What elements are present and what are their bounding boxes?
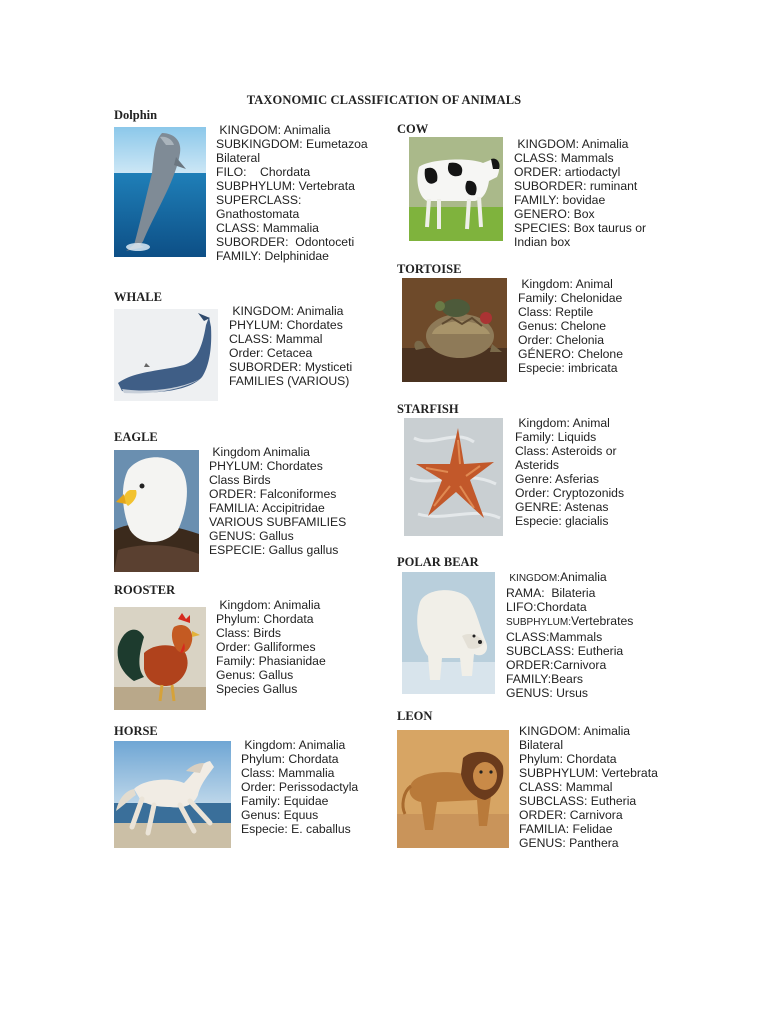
cow-line: FAMILY: bovidae (514, 193, 606, 207)
polar-bear-line: GENUS: Ursus (506, 686, 588, 700)
whale-line: PHYLUM: Chordates (229, 318, 343, 332)
eagle-line: Class Birds (209, 473, 271, 487)
leon-line: GENUS: Panthera (519, 836, 619, 850)
dolphin-heading: Dolphin (114, 108, 158, 122)
leon-line: KINGDOM: Animalia (519, 724, 631, 738)
rooster-line: Order: Galliformes (216, 640, 316, 654)
horse-classification (241, 738, 358, 836)
eagle-photo (114, 450, 199, 572)
leon-line: CLASS: Mammal (519, 780, 613, 794)
cow-line: SUBORDER: ruminant (514, 179, 638, 193)
polar-bear-line: SUBCLASS: Eutheria (506, 644, 624, 658)
horse-line: Phylum: Chordata (241, 752, 339, 766)
eagle-heading: EAGLE (114, 430, 158, 444)
horse-line: Genus: Equus (241, 808, 319, 822)
leon-line: ORDER: Carnivora (519, 808, 623, 822)
polar-bear-heading: POLAR BEAR (397, 555, 479, 569)
polar-bear-photo (402, 572, 495, 694)
starfish-heading: STARFISH (397, 402, 459, 416)
cow-line: Indian box (514, 235, 571, 249)
whale-line: Order: Cetacea (229, 346, 313, 360)
whale-line: FAMILIES (VARIOUS) (229, 374, 350, 388)
polar-bear-line (506, 570, 633, 586)
leon-heading: LEON (397, 709, 433, 723)
cow-line: KINGDOM: Animalia (514, 137, 629, 151)
page-title: TAXONOMIC CLASSIFICATION OF ANIMALS (246, 93, 522, 107)
whale-line: KINGDOM: Animalia (229, 304, 344, 318)
leon-line: Phylum: Chordata (519, 752, 617, 766)
cow-classification (514, 137, 646, 249)
dolphin-line: SUBORDER: Odontoceti (216, 235, 355, 249)
dolphin-line: FAMILY: Delphinidae (216, 249, 329, 263)
whale-photo (114, 309, 218, 401)
whale-heading: WHALE (114, 290, 162, 304)
polar-bear-line: ORDER:Carnivora (506, 658, 607, 672)
tortoise-classification (518, 277, 623, 375)
polar-bear-line: RAMA: Bilateria (506, 586, 596, 600)
tortoise-line: Kingdom: Animal (518, 277, 613, 291)
polar-bear-subphylum-value: Vertebrates (571, 614, 634, 628)
polar-bear-line: FAMILY:Bears (506, 672, 583, 686)
dolphin-line: FILO: Chordata (216, 165, 311, 179)
horse-line: Order: Perissodactyla (241, 780, 359, 794)
horse-photo (114, 741, 231, 848)
leon-line: FAMILIA: Felidae (519, 822, 613, 836)
eagle-line: FAMILIA: Accipitridae (209, 501, 325, 515)
dolphin-line: CLASS: Mammalia (216, 221, 319, 235)
cow-line: ORDER: artiodactyl (514, 165, 621, 179)
starfish-line: Class: Asteroids or (515, 444, 617, 458)
rooster-line: Species Gallus (216, 682, 298, 696)
dolphin-photo (114, 127, 206, 257)
starfish-classification (515, 416, 624, 528)
rooster-line: Family: Phasianidae (216, 654, 326, 668)
rooster-photo (114, 607, 206, 710)
polar-bear-line: CLASS:Mammals (506, 630, 603, 644)
rooster-heading: ROOSTER (114, 583, 176, 597)
horse-line: Kingdom: Animalia (241, 738, 346, 752)
tortoise-line: Order: Chelonia (518, 333, 605, 347)
polar-bear-subphylum-label: SUBPHYLUM: (506, 617, 572, 628)
cow-line: SPECIES: Box taurus or (514, 221, 647, 235)
tortoise-line: Class: Reptile (518, 305, 594, 319)
dolphin-classification (216, 123, 368, 263)
leon-photo (397, 730, 509, 848)
horse-heading: HORSE (114, 724, 158, 738)
rooster-line: Genus: Gallus (216, 668, 294, 682)
rooster-line: Phylum: Chordata (216, 612, 314, 626)
polar-bear-line: LIFO:Chordata (506, 600, 587, 614)
tortoise-line: GÉNERO: Chelone (518, 347, 623, 361)
polar-bear-line (506, 614, 633, 630)
tortoise-line: Especie: imbricata (518, 361, 618, 375)
starfish-line: Order: Cryptozonids (515, 486, 625, 500)
dolphin-line: SUBKINGDOM: Eumetazoa (216, 137, 368, 151)
polar-bear-classification (506, 570, 633, 700)
dolphin-line: SUPERCLASS: (216, 193, 302, 207)
horse-line: Family: Equidae (241, 794, 329, 808)
dolphin-line: SUBPHYLUM: Vertebrata (216, 179, 355, 193)
rooster-line: Class: Birds (216, 626, 282, 640)
dolphin-line: Gnathostomata (216, 207, 300, 221)
whale-line: SUBORDER: Mysticeti (229, 360, 353, 374)
leon-line: Bilateral (519, 738, 564, 752)
rooster-line: Kingdom: Animalia (216, 598, 321, 612)
eagle-line: GENUS: Gallus (209, 529, 294, 543)
starfish-line: Especie: glacialis (515, 514, 609, 528)
leon-line: SUBPHYLUM: Vertebrata (519, 766, 658, 780)
dolphin-line: KINGDOM: Animalia (216, 123, 331, 137)
eagle-line: VARIOUS SUBFAMILIES (209, 515, 347, 529)
whale-classification (229, 304, 352, 388)
tortoise-line: Genus: Chelone (518, 319, 607, 333)
cow-line: CLASS: Mammals (514, 151, 614, 165)
cow-photo (409, 137, 503, 241)
starfish-line: Kingdom: Animal (515, 416, 610, 430)
tortoise-photo (402, 278, 507, 382)
cow-heading: COW (397, 122, 429, 136)
whale-line: CLASS: Mammal (229, 332, 323, 346)
starfish-line: Asterids (515, 458, 560, 472)
leon-line: SUBCLASS: Eutheria (519, 794, 637, 808)
polar-bear-kingdom-label: KINGDOM: (509, 573, 560, 584)
rooster-classification (216, 598, 326, 696)
starfish-line: Family: Liquids (515, 430, 597, 444)
starfish-line: GENRE: Astenas (515, 500, 609, 514)
tortoise-line: Family: Chelonidae (518, 291, 623, 305)
tortoise-heading: TORTOISE (397, 262, 462, 276)
horse-line: Class: Mammalia (241, 766, 335, 780)
eagle-line: Kingdom Animalia (209, 445, 310, 459)
horse-line: Especie: E. caballus (241, 822, 351, 836)
eagle-line: ORDER: Falconiformes (209, 487, 337, 501)
starfish-line: Genre: Asferias (515, 472, 599, 486)
starfish-photo (404, 418, 503, 536)
polar-bear-kingdom-value: Animalia (559, 570, 607, 584)
eagle-line: ESPECIE: Gallus gallus (209, 543, 339, 557)
eagle-line: PHYLUM: Chordates (209, 459, 323, 473)
eagle-classification (209, 445, 346, 557)
cow-line: GENERO: Box (514, 207, 595, 221)
leon-classification (519, 724, 658, 850)
dolphin-line: Bilateral (216, 151, 261, 165)
